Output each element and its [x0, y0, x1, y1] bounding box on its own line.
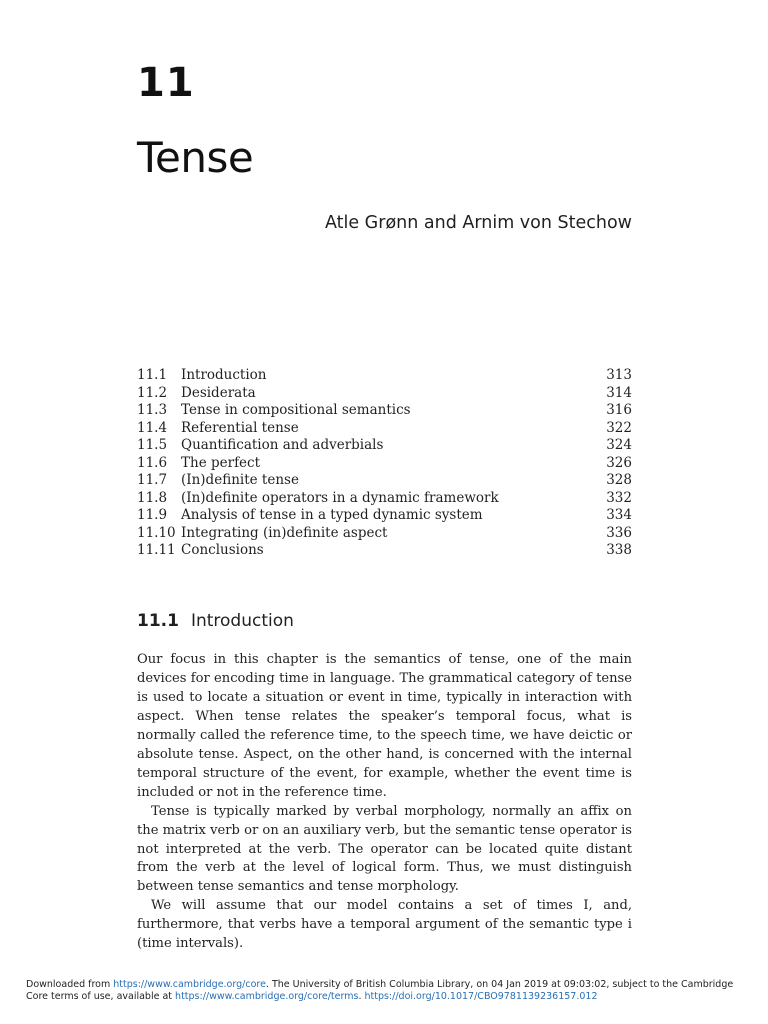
toc-page: 338 [606, 542, 632, 558]
toc-title: Desiderata [181, 384, 256, 401]
toc-entry [137, 367, 632, 385]
toc-entry [137, 507, 632, 525]
toc-entry [137, 402, 632, 420]
paragraph: We will assume that our model contains a set of times I, and, furthermore, that verbs have a temporal argument of the semantic type i (time intervals). [137, 898, 632, 952]
toc-page: 313 [606, 367, 632, 383]
toc-number: 11.5 [137, 437, 168, 453]
toc-entry [137, 385, 632, 403]
footer-text: . The University of British Columbia Library, on 04 Jan 2019 at 09:03:02, subject to the Cambridge Core terms of use, available at [26, 979, 734, 1002]
toc-page: 324 [606, 437, 632, 453]
toc-number: 11.10 [137, 524, 176, 541]
toc-title: Tense in compositional semantics [181, 402, 411, 418]
toc-page: 334 [606, 507, 632, 523]
toc-page: 314 [606, 384, 632, 401]
toc-title: Quantification and adverbials [181, 437, 384, 453]
toc-title: (In)definite tense [181, 472, 299, 488]
toc-entry [137, 542, 632, 560]
toc-number: 11.2 [137, 384, 168, 401]
toc-page: 316 [606, 402, 632, 418]
section-body [137, 651, 632, 954]
toc-entry [137, 490, 632, 508]
toc-number: 11.7 [137, 472, 168, 488]
section-title: Introduction [190, 611, 294, 631]
chapter-title: Tense [137, 133, 254, 182]
toc-title: Integrating (in)definite aspect [181, 524, 388, 541]
toc-number: 11.6 [137, 454, 168, 471]
toc-title: Analysis of tense in a typed dynamic system [181, 507, 483, 523]
toc-number: 11.3 [137, 402, 168, 418]
toc-entry [137, 420, 632, 438]
toc-entry [137, 437, 632, 455]
cambridge-core-link[interactable]: https://www.cambridge.org/core [113, 979, 266, 990]
toc-number: 11.11 [137, 542, 176, 558]
toc-title: Referential tense [181, 419, 299, 436]
terms-link[interactable]: https://www.cambridge.org/core/terms [175, 991, 359, 1002]
table-of-contents [137, 367, 632, 560]
toc-page: 322 [606, 419, 632, 436]
toc-title: Introduction [181, 367, 267, 383]
toc-page: 332 [606, 489, 632, 506]
paragraph: Our focus in this chapter is the semantics of tense, one of the main devices for encoding time in language. The grammatical category of tense is used to locate a situation or event in time, typically in interaction with aspect. When tense relates the speaker’s temporal focus, what is normally called the reference time, to the speech time, we have deictic or absolute tense. Aspect, on the other hand, is concerned with the internal temporal structure of the event, for example, whether the event time is included or not in the reference time. [137, 652, 632, 800]
toc-number: 11.4 [137, 419, 168, 436]
toc-entry [137, 525, 632, 543]
toc-number: 11.9 [137, 507, 168, 523]
toc-title: (In)definite operators in a dynamic framework [181, 489, 499, 506]
toc-title: Conclusions [181, 542, 264, 558]
footer-text: . [358, 991, 365, 1002]
toc-entry [137, 455, 632, 473]
chapter-number: 11 [137, 60, 195, 106]
doi-link[interactable]: https://doi.org/10.1017/CBO9781139236157.012 [364, 991, 598, 1002]
toc-page: 336 [606, 524, 632, 541]
toc-number: 11.1 [137, 367, 168, 383]
toc-page: 326 [606, 454, 632, 471]
footer-text: Downloaded from [26, 979, 114, 990]
download-footer [26, 979, 746, 1003]
section-heading [137, 609, 294, 633]
chapter-authors: Atle Grønn and Arnim von Stechow [324, 213, 632, 233]
toc-title: The perfect [181, 454, 261, 471]
paragraph: Tense is typically marked by verbal morphology, normally an affix on the matrix verb or on an auxiliary verb, but the semantic tense operator is not interpreted at the verb. The operator can be located quite distant from the verb at the level of logical form. Thus, we must distinguish between tense semantics and tense morphology. [137, 803, 632, 895]
toc-number: 11.8 [137, 489, 168, 506]
section-number: 11.1 [137, 611, 179, 631]
toc-entry [137, 472, 632, 490]
toc-page: 328 [606, 472, 632, 488]
